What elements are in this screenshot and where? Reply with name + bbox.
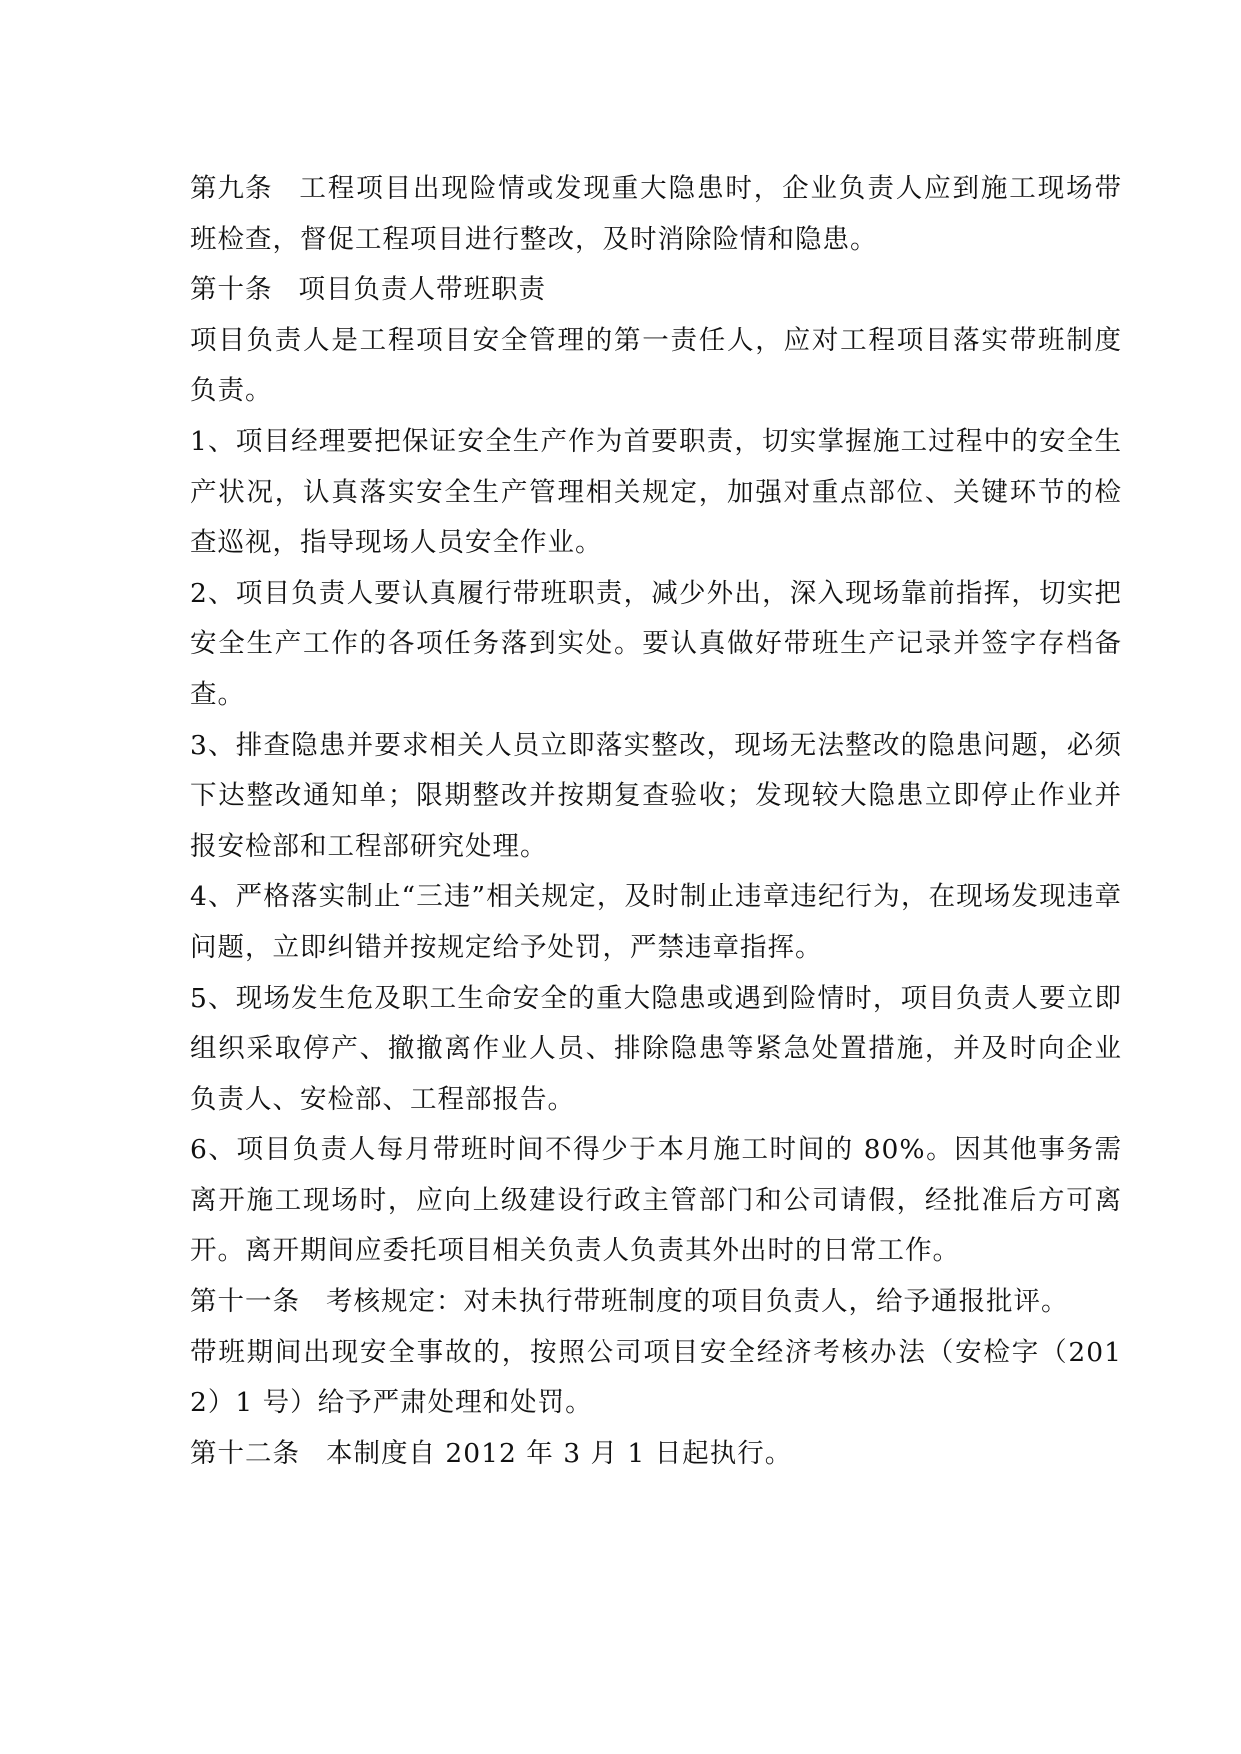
article-number: 第九条 (190, 173, 273, 204)
article-text: 考核规定：对未执行带班制度的项目负责人，给予通报批评。 (326, 1286, 1069, 1318)
article-text: 项目负责人带班职责 (298, 274, 546, 306)
list-item: 4、严格落实制止“三违”相关规定，及时制止违章违纪行为，在现场发现违章问题，立即纠错并按规定给予处罚，严禁违章指挥。 (190, 881, 1122, 963)
list-item: 3、排查隐患并要求相关人员立即落实整改，现场无法整改的隐患问题，必须下达整改通知单；限期整改并按期复查验收；发现较大隐患立即停止作业并报安检部和工程部研究处理。 (190, 729, 1122, 862)
article-number: 第十一条 (190, 1286, 300, 1318)
list-item: 5、现场发生危及职工生命安全的重大隐患或遇到险情时，项目负责人要立即组织采取停产、撤撤离作业人员、排除隐患等紧急处置措施，并及时向企业负责人、安检部、工程部报告。 (190, 982, 1122, 1115)
document-page (190, 164, 1122, 1479)
article-11 (190, 1277, 1122, 1328)
article-number: 第十二条 (190, 1437, 300, 1469)
article-12 (190, 1429, 1122, 1480)
paragraph: 项目负责人是工程项目安全管理的第一责任人，应对工程项目落实带班制度负责。 (190, 324, 1122, 407)
article-9 (190, 164, 1122, 265)
article-10 (190, 265, 1122, 316)
list-item: 1、项目经理要把保证安全生产作为首要职责，切实掌握施工过程中的安全生产状况，认真落实安全生产管理相关规定，加强对重点部位、关键环节的检查巡视，指导现场人员安全作业。 (190, 425, 1122, 559)
article-number: 第十条 (190, 274, 273, 306)
article-text: 本制度自 2012 年 3 月 1 日起执行。 (326, 1437, 793, 1469)
article-text: 工程项目出现险情或发现重大隐患时，企业负责人应到施工现场带班检查，督促工程项目进行整改，及时消除险情和隐患。 (190, 173, 1122, 255)
paragraph: 带班期间出现安全事故的，按照公司项目安全经济考核办法（安检字（2012）1 号）给予严肃处理和处罚。 (190, 1336, 1122, 1419)
list-item: 2、项目负责人要认真履行带班职责，减少外出，深入现场靠前指挥，切实把安全生产工作的各项任务落到实处。要认真做好带班生产记录并签字存档备查。 (190, 577, 1122, 710)
list-item: 6、项目负责人每月带班时间不得少于本月施工时间的 80%。因其他事务需离开施工现场时，应向上级建设行政主管部门和公司请假，经批准后方可离开。离开期间应委托项目相关负责人负责其外出时的日常工作。 (190, 1134, 1122, 1267)
